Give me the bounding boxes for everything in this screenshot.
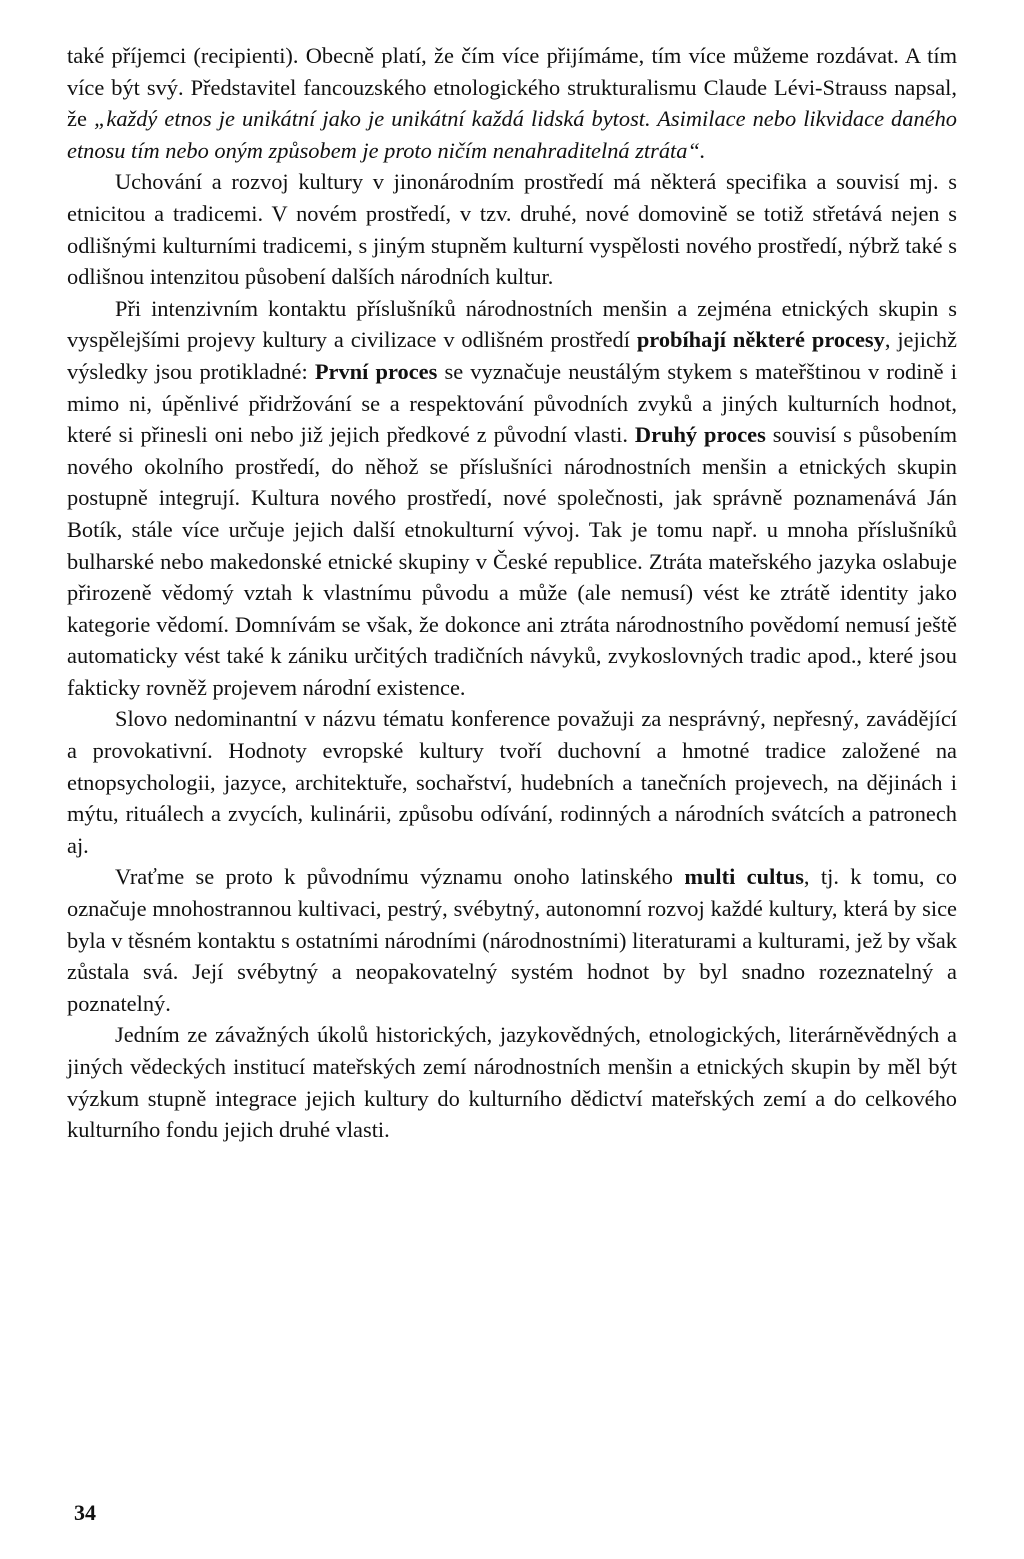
paragraph-text: , jejichž výsledky jsou protikladné: — [67, 327, 957, 384]
emphasis-text: První proces — [314, 358, 438, 384]
emphasis-text: probíhají některé procesy — [636, 327, 885, 353]
lévi-strauss-quote: „každý etnos je unikátní jako je unikátní každá lidská bytost. Asimilace nebo likvidace daného etnosu tím nebo oným způsobem je proto ničím nenahraditelná ztráta“. — [67, 106, 957, 163]
paragraph-text: se vyznačuje neustálým stykem s mateřštinou v rodině i mimo ni, úpěnlivé přidržování se a respektování původních zvyků a jiných kulturních hodnot, které si přinesli oni nebo již jejich předkové z původní vlasti. — [67, 358, 957, 448]
paragraph-text: Při intenzivním kontaktu příslušníků národnostních menšin a zejména etnických skupin s vyspělejšími projevy kultury a civilizace v odlišném prostředí — [67, 295, 957, 353]
paragraph-text: Vraťme se proto k původnímu významu onoho latinského — [115, 864, 685, 890]
paragraph-text: Uchování a rozvoj kultury v jinonárodním prostředí má některá specifika a souvisí mj. s etnicitou a tradicemi. V novém prostředí, v tzv. druhé, nové domovině se totiž střetává nejen s odlišnými kulturními tradicemi, s jiným stupněm kulturní vyspělosti nového prostředí, nýbrž také s odlišnou intenzitou působení dalších národních kultur. — [67, 169, 957, 290]
paragraph-text: také příjemci (recipienti). Obecně platí, že čím více přijímáme, tím více můžeme rozdávat. A tím více být svý. Představitel fancouzského etnologického strukturalismu Claude Lévi-Strauss napsal, že — [67, 43, 957, 132]
page-number: 34 — [74, 1500, 96, 1525]
paragraph — [67, 40, 957, 166]
document-page — [67, 40, 957, 1146]
paragraph-text: , tj. k tomu, co označuje mnohostrannou kultivaci, pestrý, svébytný, autonomní rozvoj každé kultury, která by sice byla v těsném kontaktu s ostatními národními (národnostními) literaturami a kulturami, jež by však zůstala svá. Její svébytný a neopakovatelný systém hodnot by byl snadno rozeznatelný a poznatelný. — [67, 864, 957, 1016]
paragraph — [67, 1019, 957, 1145]
emphasis-text: multi cultus — [684, 864, 804, 890]
paragraph-text: souvisí s působením nového okolního prostředí, do něhož se příslušníci národnostních menšin a etnických skupin postupně integrují. Kultura nového prostředí, nové společnosti, jak správně poznamenává Ján Botík, stále více určuje jejich další etnokulturní vývoj. Tak je tomu např. u mnoha příslušníků bulharské nebo makedonské etnické skupiny v České republice. Ztráta mateřského jazyka oslabuje přirozeně vědomý vztah k vlastnímu původu a může (ale nemusí) vést ke ztrátě identity jako kategorie vědomí. Domnívám se však, že dokonce ani ztráta národnostního povědomí nemusí ještě automaticky vést také k zániku určitých tradičních návyků, zvykoslovných tradic apod., které jsou fakticky rovněž projevem národní existence. — [67, 422, 958, 700]
emphasis-text: Druhý proces — [634, 422, 766, 448]
paragraph — [67, 166, 957, 292]
paragraph-text: Jedním ze závažných úkolů historických, jazykovědných, etnologických, literárněvědných a jiných vědeckých institucí mateřských zemí národnostních menšin a etnických skupin by měl být výzkum stupně integrace jejich kultury do kulturního dědictví mateřských zemí a do celkového kulturního fondu jejich druhé vlasti. — [67, 1022, 957, 1143]
paragraph — [67, 293, 957, 704]
paragraph — [67, 861, 957, 1019]
paragraph — [67, 703, 957, 861]
paragraph-text: Slovo nedominantní v názvu tématu konference považuji za nesprávný, nepřesný, zavádějící a provokativní. Hodnoty evropské kultury tvoří duchovní a hmotné tradice založené na etnopsychologii, jazyce, architektuře, sochařství, hudebních a tanečních projevech, na dějinách i mýtu, rituálech a zvycích, kulinárii, způsobu odívání, rodinných a národních svátcích a patronech aj. — [67, 706, 957, 858]
